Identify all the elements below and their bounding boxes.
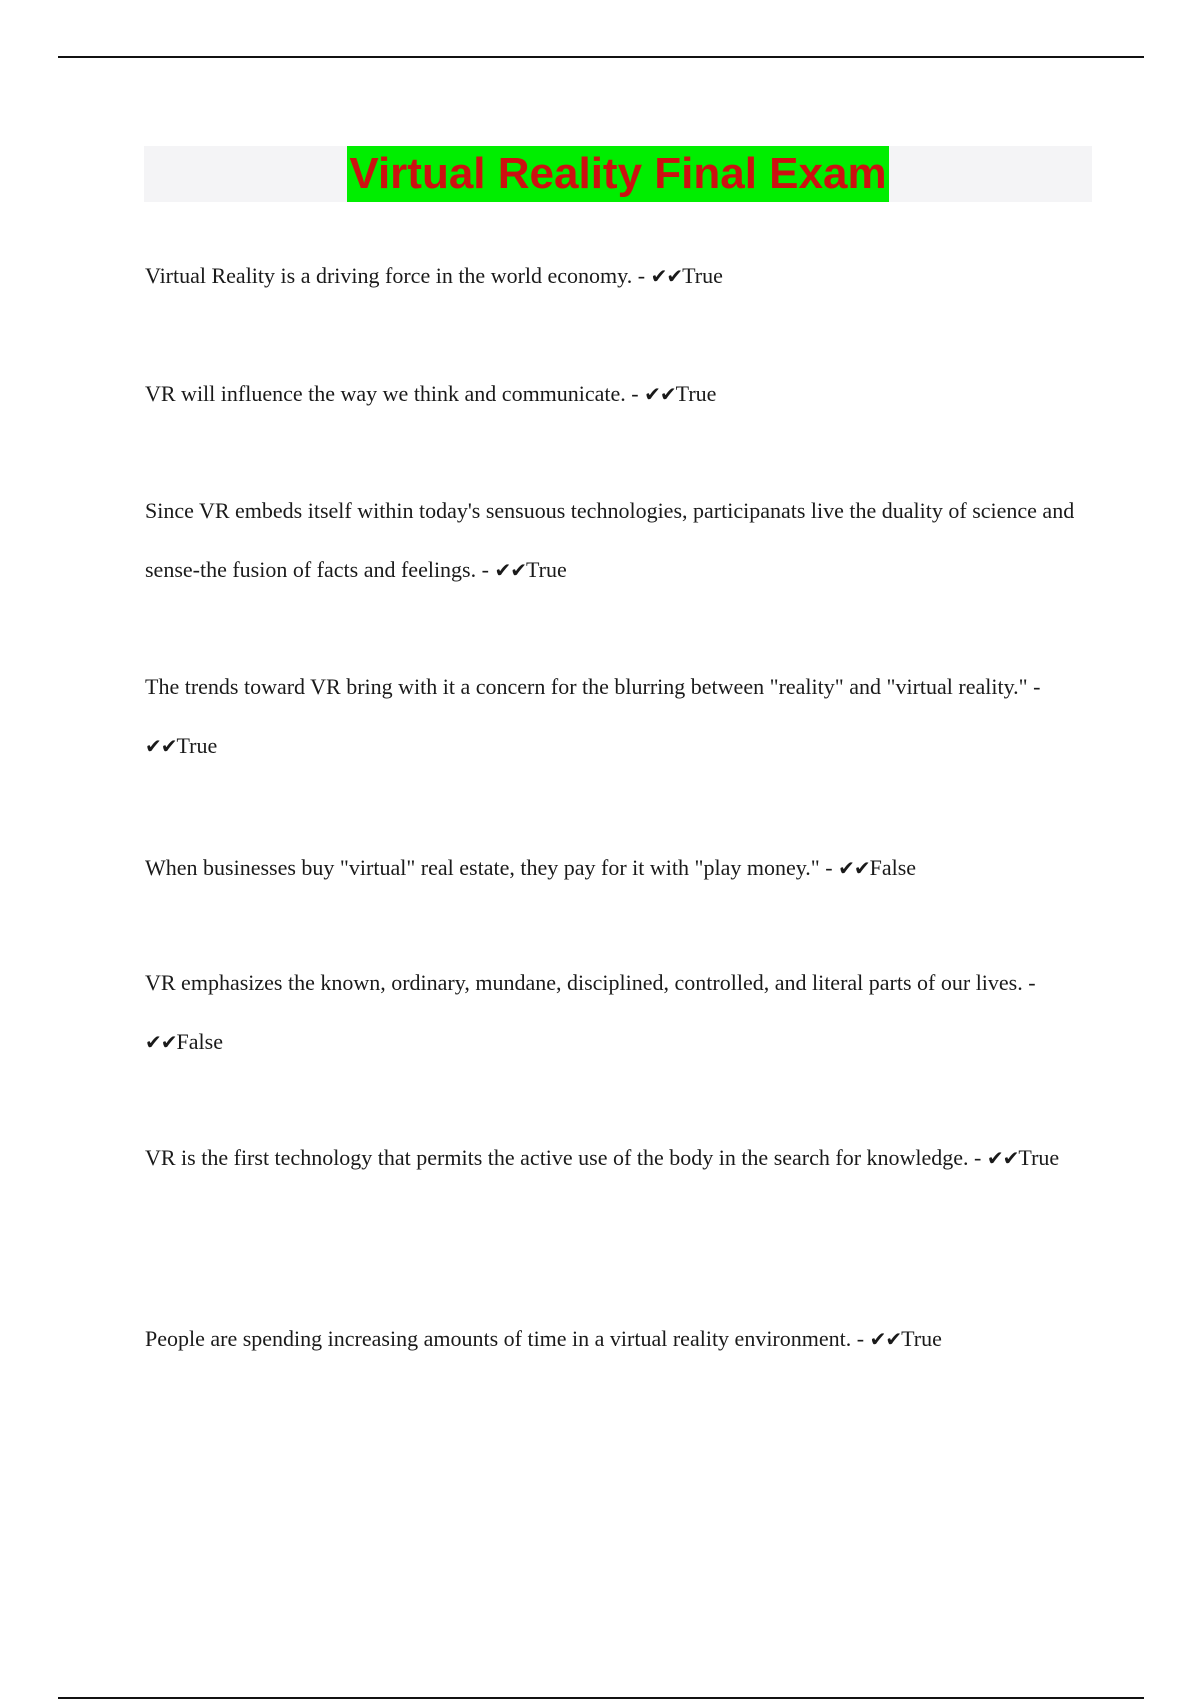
bottom-rule: [58, 1697, 1144, 1699]
double-check-icon: ✔✔: [838, 856, 870, 880]
question-text: When businesses buy "virtual" real estate, they pay for it with "play money." -: [145, 855, 839, 880]
answer-text: False: [869, 855, 917, 880]
top-rule: [58, 56, 1144, 58]
answer-text: False: [176, 1029, 223, 1054]
double-check-icon: ✔✔: [986, 1146, 1019, 1170]
double-check-icon: ✔✔: [650, 264, 683, 288]
double-check-icon: ✔✔: [145, 1030, 177, 1054]
question-text: VR emphasizes the known, ordinary, mundane, disciplined, controlled, and literal parts of our lives. -: [145, 970, 1036, 995]
question-item: [145, 1309, 1075, 1369]
question-text: Since VR embeds itself within today's sensuous technologies, participanats live the duality of science and sense-the fusion of facts and feelings. -: [145, 498, 1075, 582]
question-item: [145, 953, 1075, 1072]
question-item: [145, 838, 1075, 898]
question-item: [145, 481, 1075, 600]
title-banner: [144, 146, 1092, 202]
question-item: [145, 246, 1075, 306]
double-check-icon: ✔✔: [644, 382, 676, 406]
double-check-icon: ✔✔: [145, 734, 177, 758]
question-text: VR is the first technology that permits the active use of the body in the search for knowledge. -: [145, 1145, 987, 1170]
double-check-icon: ✔✔: [494, 558, 526, 582]
question-text: People are spending increasing amounts of time in a virtual reality environment. -: [145, 1326, 870, 1351]
answer-text: True: [525, 557, 567, 582]
page-title: Virtual Reality Final Exam: [347, 146, 888, 202]
question-text: The trends toward VR bring with it a concern for the blurring between "reality" and "virtual reality." -: [145, 674, 1041, 699]
answer-text: True: [176, 733, 218, 758]
question-item: [145, 1128, 1075, 1188]
answer-text: True: [682, 263, 723, 288]
answer-text: True: [901, 1326, 942, 1351]
question-item: [145, 364, 1075, 424]
question-item: [145, 657, 1075, 776]
answer-text: True: [675, 381, 717, 406]
question-text: VR will influence the way we think and communicate. -: [145, 381, 645, 406]
question-text: Virtual Reality is a driving force in the world economy. -: [145, 263, 651, 288]
answer-text: True: [1018, 1145, 1060, 1170]
double-check-icon: ✔✔: [869, 1327, 902, 1351]
